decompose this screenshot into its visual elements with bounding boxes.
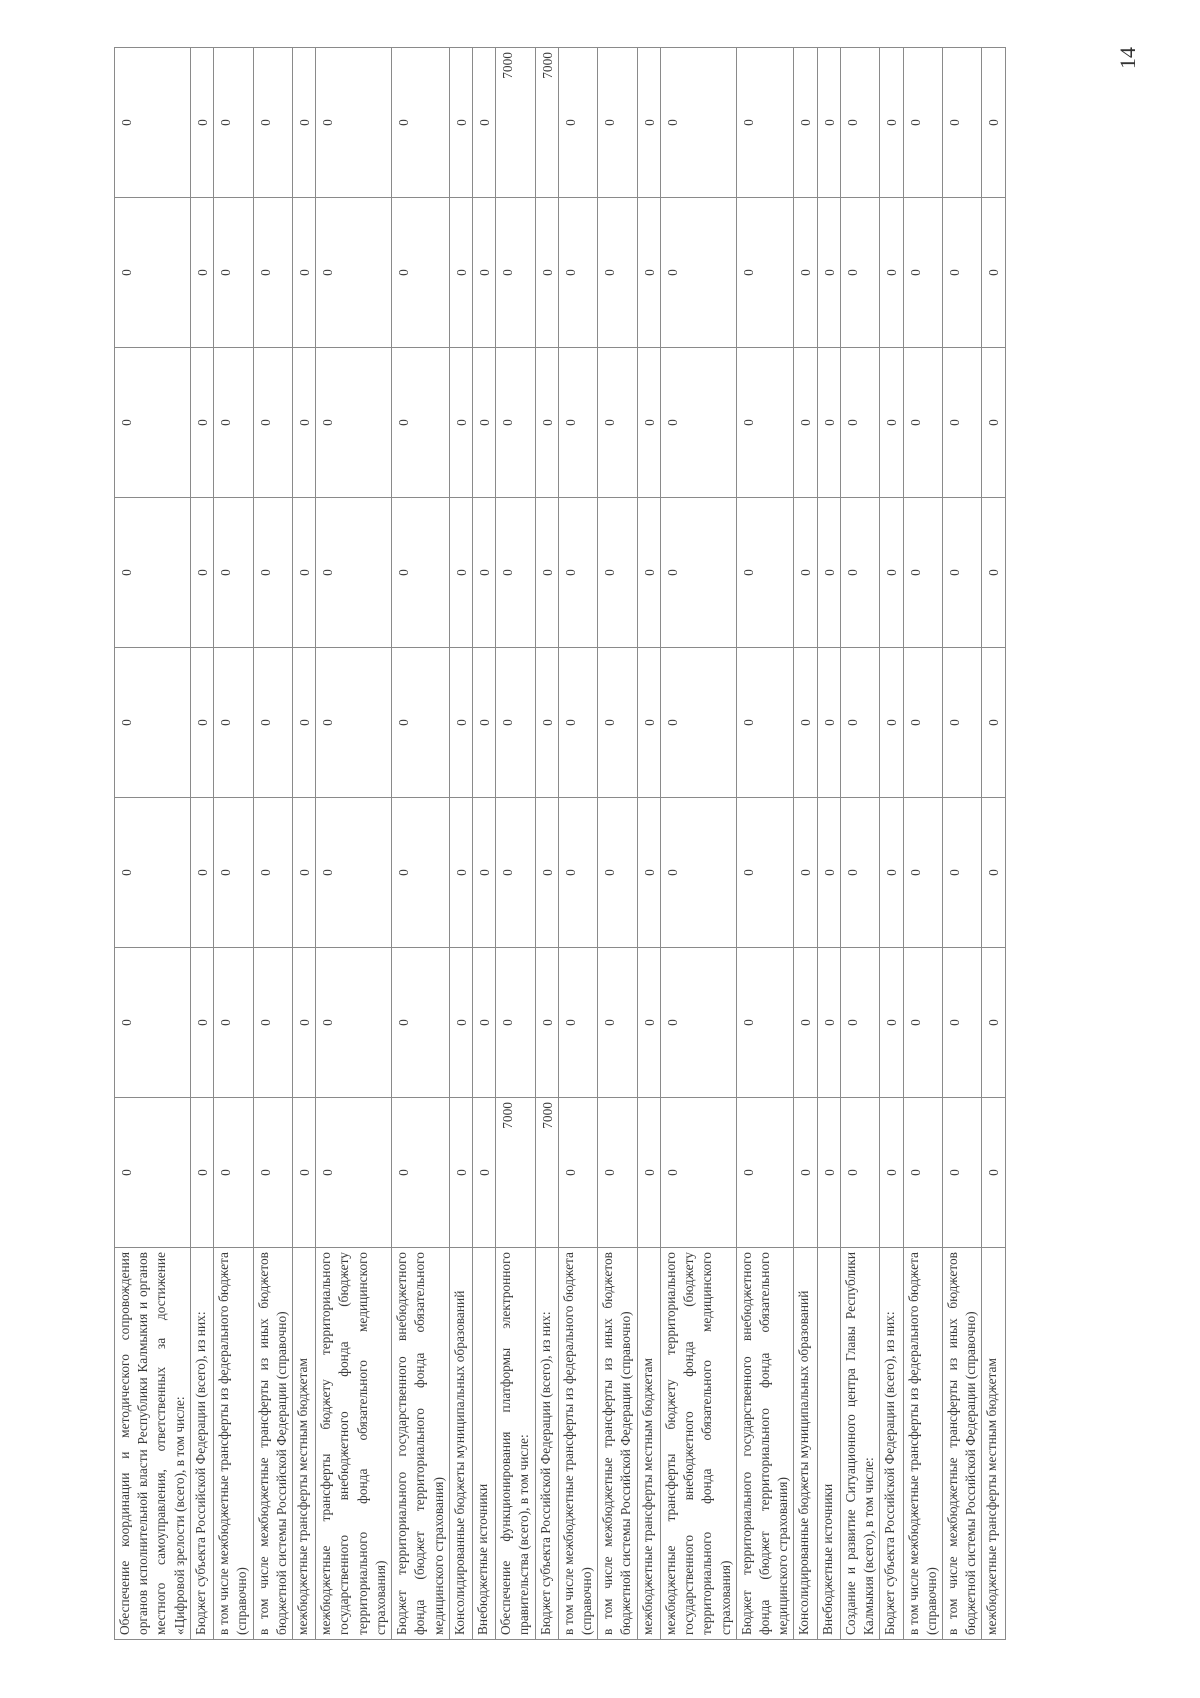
value-cell: 0: [637, 48, 660, 198]
value-cell: 0: [794, 348, 817, 498]
row-description: в том числе межбюджетные трансферты из федерального бюджета (справочно): [558, 1248, 597, 1640]
value-cell: 0: [214, 798, 253, 948]
table-row: [115, 48, 191, 1640]
value-cell: 0: [558, 948, 597, 1098]
value-cell: 0: [660, 1098, 736, 1248]
value-cell: 0: [115, 1098, 191, 1248]
row-description: межбюджетные трансферты бюджету территориального государственного внебюджетного фонда (бюджету территориального фонда обязательного медицинского страхования): [316, 1248, 392, 1640]
row-description: Консолидированные бюджеты муниципальных образований: [449, 1248, 472, 1640]
row-description: в том числе межбюджетные трансферты из федерального бюджета (справочно): [214, 1248, 253, 1640]
table-row: [214, 48, 253, 1640]
row-description: в том числе межбюджетные трансферты из федерального бюджета (справочно): [903, 1248, 942, 1640]
value-cell: 0: [214, 648, 253, 798]
value-cell: 0: [253, 948, 292, 1098]
value-cell: 0: [736, 798, 794, 948]
value-cell: 0: [880, 1098, 903, 1248]
value-cell: 0: [496, 798, 535, 948]
value-cell: 0: [598, 348, 637, 498]
table-row: [535, 48, 558, 1640]
value-cell: 0: [115, 498, 191, 648]
value-cell: 0: [942, 798, 981, 948]
value-cell: 0: [558, 198, 597, 348]
page-number: 14: [1115, 47, 1140, 69]
value-cell: 0: [392, 798, 450, 948]
value-cell: 0: [840, 1098, 879, 1248]
value-cell: 0: [558, 498, 597, 648]
value-cell: 0: [392, 948, 450, 1098]
row-description: межбюджетные трансферты местным бюджетам: [637, 1248, 660, 1640]
value-cell: 0: [840, 48, 879, 198]
value-cell: 0: [903, 798, 942, 948]
value-cell: 0: [840, 348, 879, 498]
value-cell: 0: [660, 198, 736, 348]
value-cell: 0: [190, 948, 213, 1098]
value-cell: 0: [472, 198, 495, 348]
value-cell: 0: [214, 498, 253, 648]
value-cell: 0: [535, 648, 558, 798]
table-row: [736, 48, 794, 1640]
table-row: [292, 48, 315, 1640]
value-cell: 0: [190, 798, 213, 948]
value-cell: 0: [736, 1098, 794, 1248]
value-cell: 0: [880, 648, 903, 798]
value-cell: 0: [817, 348, 840, 498]
value-cell: 0: [392, 1098, 450, 1248]
value-cell: 0: [496, 198, 535, 348]
value-cell: 0: [316, 798, 392, 948]
value-cell: 0: [736, 198, 794, 348]
value-cell: 0: [115, 48, 191, 198]
value-cell: 0: [942, 348, 981, 498]
row-description: Внебюджетные источники: [817, 1248, 840, 1640]
value-cell: 0: [637, 348, 660, 498]
table-row: [558, 48, 597, 1640]
value-cell: 0: [736, 498, 794, 648]
row-description: Бюджет субъекта Российской Федерации (всего), из них:: [535, 1248, 558, 1640]
value-cell: 0: [316, 198, 392, 348]
value-cell: 0: [292, 48, 315, 198]
table-row: [942, 48, 981, 1640]
value-cell: 0: [982, 798, 1005, 948]
budget-table-body: [115, 48, 1006, 1640]
value-cell: 0: [942, 498, 981, 648]
value-cell: 0: [472, 498, 495, 648]
value-cell: 0: [115, 798, 191, 948]
table-row: [253, 48, 292, 1640]
value-cell: 0: [316, 948, 392, 1098]
value-cell: 0: [982, 348, 1005, 498]
value-cell: 0: [840, 498, 879, 648]
value-cell: 0: [794, 648, 817, 798]
value-cell: 0: [558, 798, 597, 948]
value-cell: 0: [115, 648, 191, 798]
value-cell: 0: [903, 948, 942, 1098]
value-cell: 0: [253, 48, 292, 198]
value-cell: 0: [472, 1098, 495, 1248]
row-description: Бюджет территориального государственного внебюджетного фонда (бюджет территориального фонда обязательного медицинского страхования): [736, 1248, 794, 1640]
value-cell: 0: [660, 498, 736, 648]
value-cell: 0: [214, 348, 253, 498]
value-cell: 0: [880, 48, 903, 198]
value-cell: 0: [817, 798, 840, 948]
row-description: межбюджетные трансферты местным бюджетам: [982, 1248, 1005, 1640]
value-cell: 0: [598, 198, 637, 348]
row-description: в том числе межбюджетные трансферты из иных бюджетов бюджетной системы Российской Федерации (справочно): [942, 1248, 981, 1640]
value-cell: 0: [942, 198, 981, 348]
value-cell: 0: [253, 348, 292, 498]
value-cell: 0: [449, 648, 472, 798]
value-cell: 0: [292, 1098, 315, 1248]
value-cell: 0: [535, 948, 558, 1098]
value-cell: 0: [840, 798, 879, 948]
value-cell: 0: [598, 798, 637, 948]
table-row: [880, 48, 903, 1640]
value-cell: 0: [535, 798, 558, 948]
value-cell: 0: [982, 1098, 1005, 1248]
value-cell: 0: [558, 48, 597, 198]
value-cell: 0: [903, 348, 942, 498]
value-cell: 0: [253, 1098, 292, 1248]
value-cell: 0: [558, 1098, 597, 1248]
value-cell: 0: [598, 498, 637, 648]
table-row: [982, 48, 1005, 1640]
value-cell: 0: [292, 798, 315, 948]
value-cell: 0: [880, 348, 903, 498]
value-cell: 0: [817, 1098, 840, 1248]
value-cell: 0: [449, 198, 472, 348]
value-cell: 0: [214, 48, 253, 198]
row-description: межбюджетные трансферты местным бюджетам: [292, 1248, 315, 1640]
value-cell: 0: [637, 198, 660, 348]
value-cell: 0: [253, 198, 292, 348]
value-cell: 0: [316, 648, 392, 798]
value-cell: 0: [496, 498, 535, 648]
value-cell: 0: [496, 648, 535, 798]
value-cell: 0: [637, 498, 660, 648]
value-cell: 0: [982, 948, 1005, 1098]
value-cell: 0: [794, 798, 817, 948]
value-cell: 0: [190, 48, 213, 198]
value-cell: 0: [982, 48, 1005, 198]
value-cell: 0: [840, 648, 879, 798]
value-cell: 0: [736, 648, 794, 798]
value-cell: 0: [392, 498, 450, 648]
table-row: [817, 48, 840, 1640]
value-cell: 0: [190, 1098, 213, 1248]
value-cell: 0: [449, 48, 472, 198]
value-cell: 0: [190, 348, 213, 498]
table-row: [794, 48, 817, 1640]
value-cell: 0: [660, 48, 736, 198]
value-cell: 0: [598, 648, 637, 798]
value-cell: 0: [449, 948, 472, 1098]
table-row: [472, 48, 495, 1640]
row-description: межбюджетные трансферты бюджету территориального государственного внебюджетного фонда (бюджету территориального фонда обязательного медицинского страхования): [660, 1248, 736, 1640]
value-cell: 0: [817, 498, 840, 648]
value-cell: 0: [794, 1098, 817, 1248]
value-cell: 0: [637, 648, 660, 798]
value-cell: 0: [660, 348, 736, 498]
value-cell: 0: [598, 1098, 637, 1248]
value-cell: 0: [637, 798, 660, 948]
value-cell: 0: [472, 648, 495, 798]
value-cell: 0: [660, 798, 736, 948]
value-cell: 0: [736, 348, 794, 498]
value-cell: 0: [496, 948, 535, 1098]
row-description: в том числе межбюджетные трансферты из иных бюджетов бюджетной системы Российской Федерации (справочно): [253, 1248, 292, 1640]
row-description: Консолидированные бюджеты муниципальных образований: [794, 1248, 817, 1640]
value-cell: 0: [880, 498, 903, 648]
value-cell: 0: [880, 948, 903, 1098]
row-description: в том числе межбюджетные трансферты из иных бюджетов бюджетной системы Российской Федерации (справочно): [598, 1248, 637, 1640]
value-cell: 0: [449, 498, 472, 648]
value-cell: 0: [253, 648, 292, 798]
value-cell: 0: [535, 198, 558, 348]
row-description: Обеспечение координации и методического сопровождения органов исполнительной власти Республики Калмыкия и органов местного самоуправления, ответственных за достижение «Цифровой зрелости (всего), в том числе:: [115, 1248, 191, 1640]
value-cell: 0: [817, 948, 840, 1098]
value-cell: 0: [316, 348, 392, 498]
value-cell: 0: [637, 948, 660, 1098]
table-row: [903, 48, 942, 1640]
value-cell: 0: [982, 498, 1005, 648]
value-cell: 0: [253, 498, 292, 648]
value-cell: 0: [535, 498, 558, 648]
value-cell: 0: [880, 198, 903, 348]
value-cell: 0: [982, 198, 1005, 348]
value-cell: 0: [449, 348, 472, 498]
value-cell: 0: [292, 948, 315, 1098]
value-cell: 0: [292, 498, 315, 648]
value-cell: 0: [253, 798, 292, 948]
value-cell: 0: [660, 648, 736, 798]
value-cell: 7000: [496, 48, 535, 198]
value-cell: 0: [903, 198, 942, 348]
value-cell: 0: [942, 48, 981, 198]
value-cell: 0: [903, 1098, 942, 1248]
value-cell: 0: [817, 48, 840, 198]
value-cell: 0: [472, 948, 495, 1098]
value-cell: 0: [292, 198, 315, 348]
table-row: [190, 48, 213, 1640]
value-cell: 0: [115, 348, 191, 498]
value-cell: 0: [496, 348, 535, 498]
value-cell: 0: [840, 198, 879, 348]
value-cell: 0: [880, 798, 903, 948]
value-cell: 7000: [496, 1098, 535, 1248]
value-cell: 0: [637, 1098, 660, 1248]
value-cell: 0: [942, 648, 981, 798]
value-cell: 0: [736, 48, 794, 198]
budget-table: [114, 47, 1006, 1640]
value-cell: 0: [316, 498, 392, 648]
value-cell: 0: [598, 948, 637, 1098]
value-cell: 0: [115, 198, 191, 348]
table-row: [496, 48, 535, 1640]
value-cell: 0: [840, 948, 879, 1098]
table-row: [637, 48, 660, 1640]
row-description: Бюджет территориального государственного внебюджетного фонда (бюджет территориального фонда обязательного медицинского страхования): [392, 1248, 450, 1640]
value-cell: 0: [535, 348, 558, 498]
value-cell: 0: [449, 1098, 472, 1248]
table-row: [840, 48, 879, 1640]
value-cell: 0: [794, 198, 817, 348]
table-row: [598, 48, 637, 1640]
value-cell: 0: [292, 348, 315, 498]
value-cell: 0: [794, 948, 817, 1098]
value-cell: 0: [392, 348, 450, 498]
table-row: [660, 48, 736, 1640]
value-cell: 0: [794, 498, 817, 648]
row-description: Бюджет субъекта Российской Федерации (всего), из них:: [880, 1248, 903, 1640]
table-row: [316, 48, 392, 1640]
value-cell: 0: [660, 948, 736, 1098]
value-cell: 0: [903, 48, 942, 198]
value-cell: 0: [214, 948, 253, 1098]
value-cell: 0: [392, 198, 450, 348]
value-cell: 0: [316, 1098, 392, 1248]
value-cell: 0: [472, 798, 495, 948]
table-row: [392, 48, 450, 1640]
table-row: [449, 48, 472, 1640]
value-cell: 0: [558, 648, 597, 798]
value-cell: 0: [942, 1098, 981, 1248]
value-cell: 0: [598, 48, 637, 198]
value-cell: 0: [392, 48, 450, 198]
value-cell: 0: [817, 648, 840, 798]
value-cell: 0: [190, 498, 213, 648]
row-description: Внебюджетные источники: [472, 1248, 495, 1640]
value-cell: 0: [736, 948, 794, 1098]
value-cell: 0: [292, 648, 315, 798]
value-cell: 0: [903, 648, 942, 798]
value-cell: 0: [392, 648, 450, 798]
value-cell: 0: [449, 798, 472, 948]
value-cell: 7000: [535, 1098, 558, 1248]
value-cell: 0: [903, 498, 942, 648]
value-cell: 0: [316, 48, 392, 198]
rotated-page-content: [114, 48, 1068, 1640]
value-cell: 0: [472, 48, 495, 198]
value-cell: 0: [558, 348, 597, 498]
row-description: Обеспечение функционирования платформы электронного правительства (всего), в том числе:: [496, 1248, 535, 1640]
value-cell: 0: [817, 198, 840, 348]
row-description: Бюджет субъекта Российской Федерации (всего), из них:: [190, 1248, 213, 1640]
value-cell: 0: [214, 198, 253, 348]
value-cell: 7000: [535, 48, 558, 198]
row-description: Создание и развитие Ситуационного центра Главы Республики Калмыкия (всего), в том числе:: [840, 1248, 879, 1640]
value-cell: 0: [115, 948, 191, 1098]
value-cell: 0: [982, 648, 1005, 798]
value-cell: 0: [214, 1098, 253, 1248]
value-cell: 0: [472, 348, 495, 498]
value-cell: 0: [942, 948, 981, 1098]
value-cell: 0: [190, 198, 213, 348]
value-cell: 0: [190, 648, 213, 798]
value-cell: 0: [794, 48, 817, 198]
